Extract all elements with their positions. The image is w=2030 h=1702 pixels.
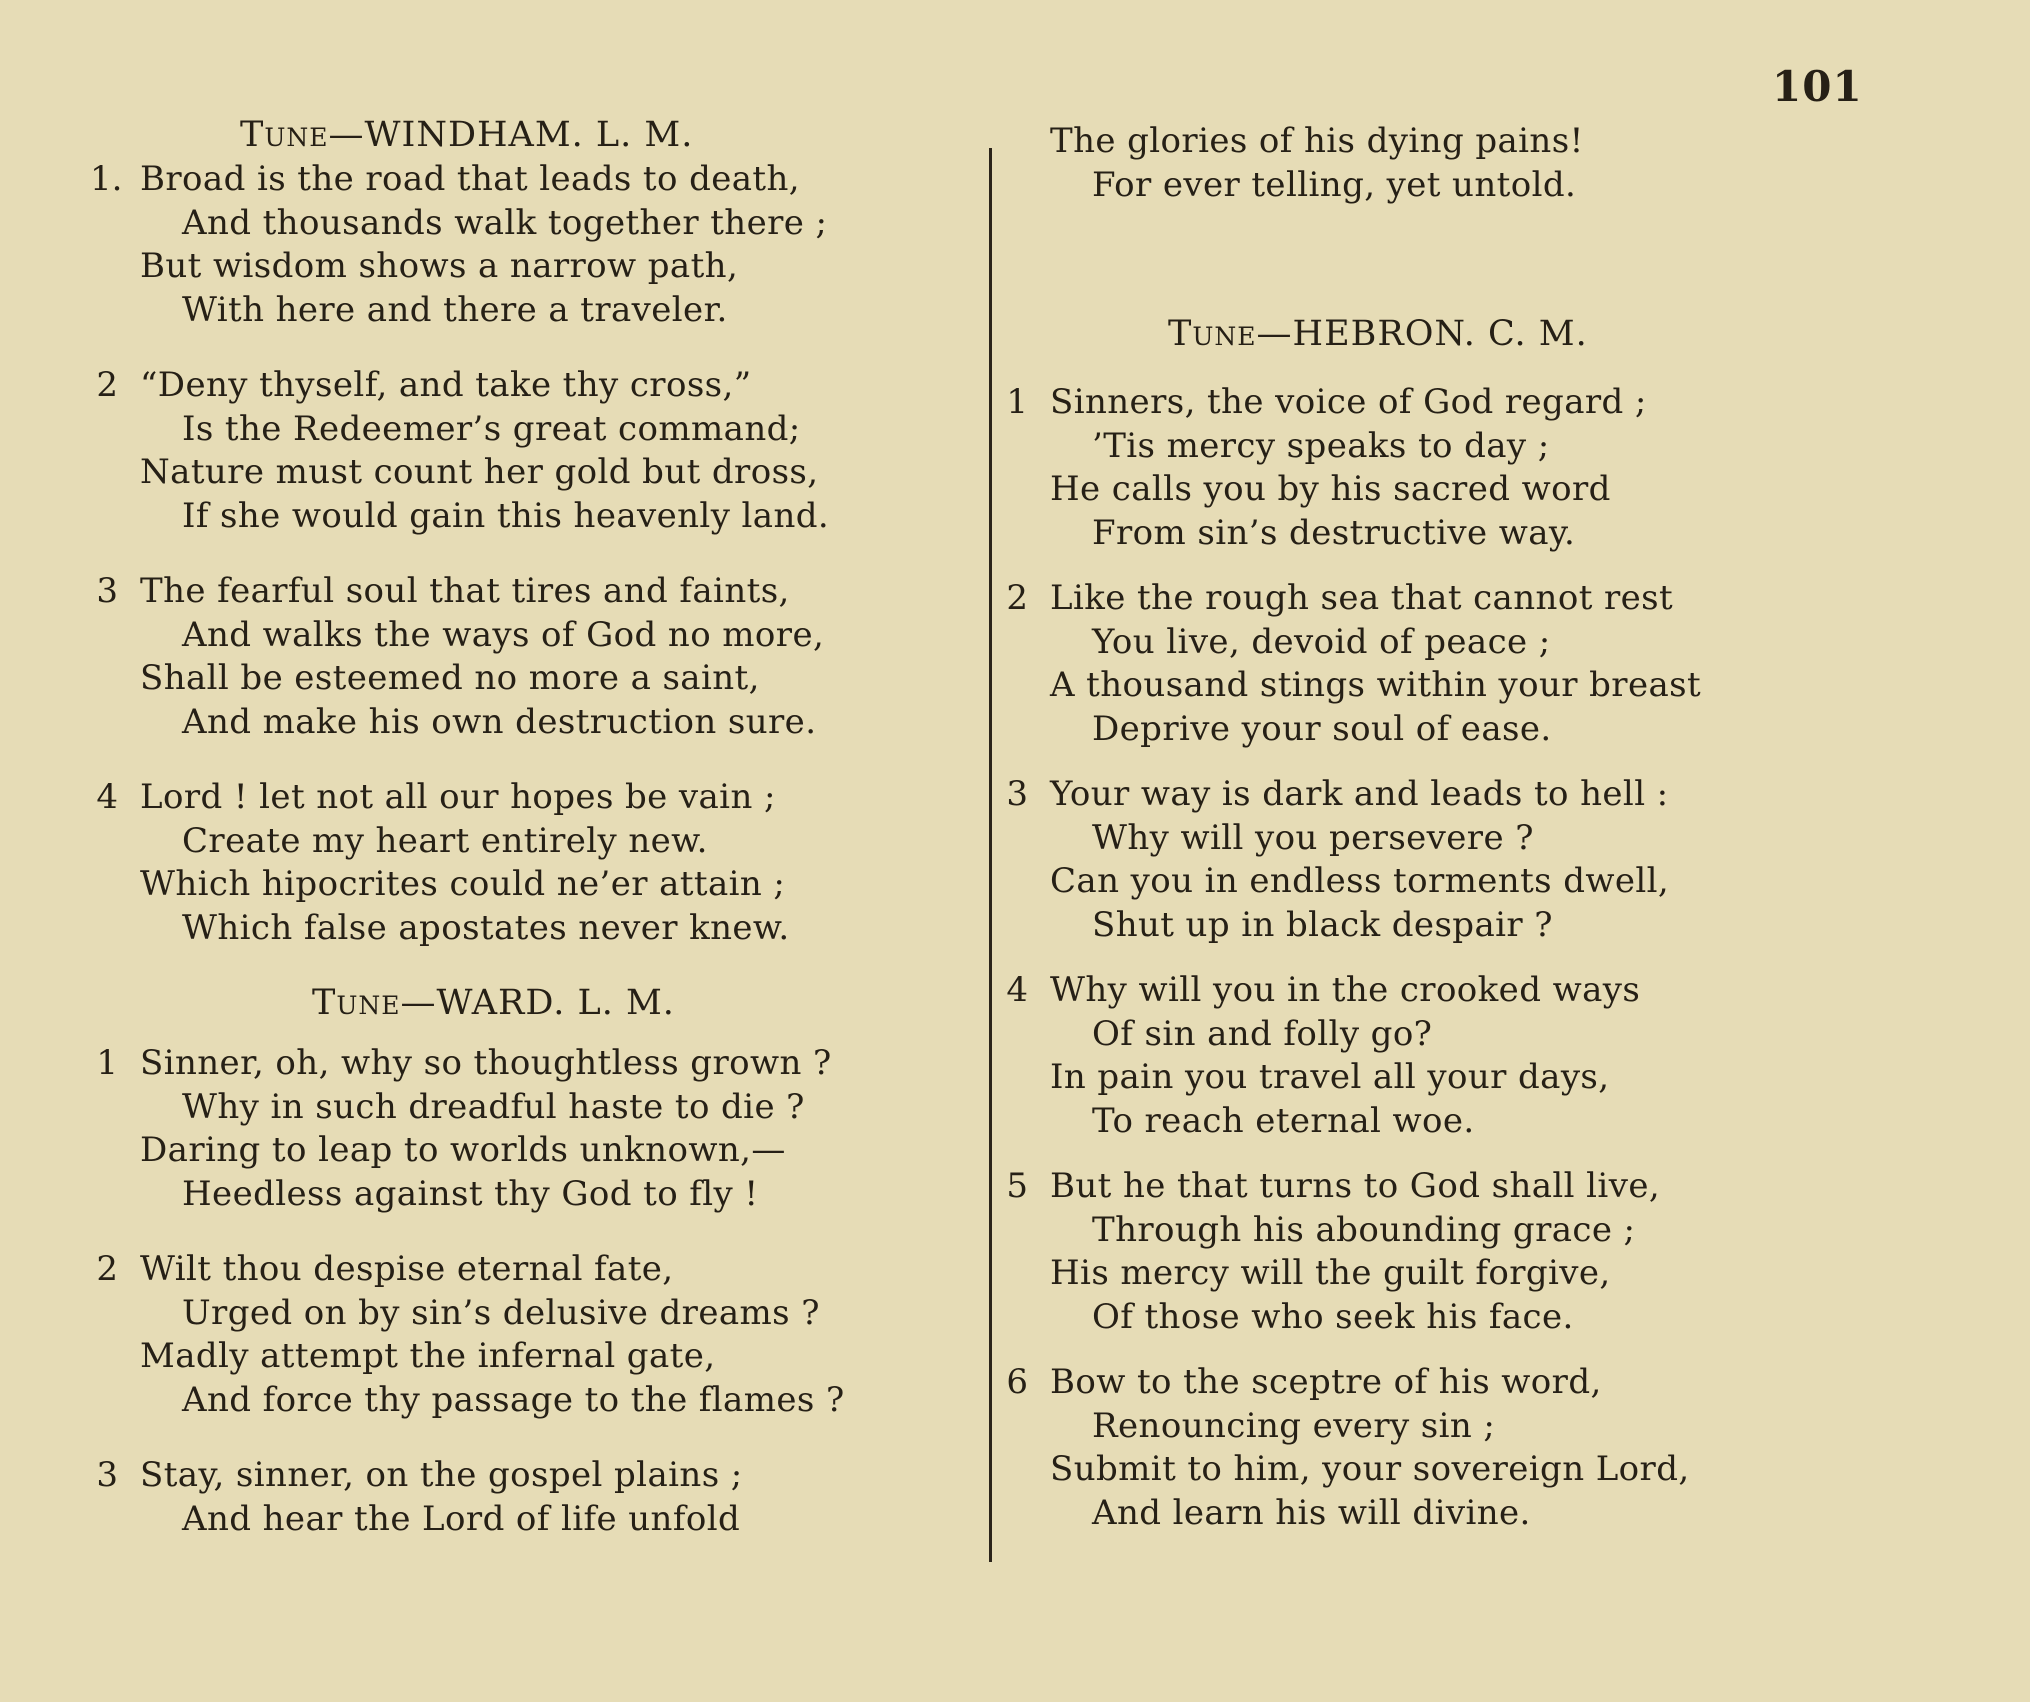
verse-line: For ever telling, yet untold. (1092, 164, 1577, 205)
verse-line: Shut up in black despair ? (1092, 904, 1553, 945)
verse-line: He calls you by his sacred word (1050, 469, 1611, 509)
verse-line: Why in such dreadful haste to die ? (182, 1086, 805, 1127)
verse-line: The fearful soul that tires and faints, (140, 571, 790, 611)
page-number: 101 (1772, 62, 1863, 111)
stanza (1000, 969, 1760, 1143)
verse-line: Lord ! let not all our hopes be vain ; (140, 777, 776, 817)
verse-line: “Deny thyself, and take thy cross,” (140, 365, 752, 405)
stanza (1000, 1361, 1760, 1535)
verse-line: A thousand stings within your breast (1050, 665, 1702, 705)
stanza (90, 1454, 990, 1541)
stanza-number: 2 (96, 1249, 118, 1289)
stanza-number: 1 (1006, 382, 1028, 422)
verse-line: Wilt thou despise eternal fate, (140, 1249, 674, 1289)
tune-name: —WARD. L. M. (400, 983, 675, 1023)
stanza-number: 1 (96, 1043, 118, 1083)
verse-line: But he that turns to God shall live, (1050, 1166, 1661, 1206)
verse-line: Can you in endless torments dwell, (1050, 861, 1670, 901)
tune-label: Tune (312, 983, 401, 1023)
stanza (1000, 381, 1760, 555)
verse-line: Is the Redeemer’s great command; (182, 408, 801, 449)
verse-line: Urged on by sin’s delusive dreams ? (182, 1292, 820, 1333)
stanza (1000, 577, 1760, 751)
verse-line: Which false apostates never knew. (182, 907, 790, 948)
verse-line: Deprive your soul of ease. (1092, 708, 1552, 749)
tune-heading-hebron (1000, 311, 1760, 357)
verse-line: And hear the Lord of life unfold (182, 1498, 741, 1539)
tune-label: Tune (240, 115, 329, 155)
verse-line: Sinner, oh, why so thoughtless grown ? (140, 1043, 832, 1083)
stanza (1000, 1165, 1760, 1339)
verse-line: Daring to leap to worlds unknown,— (140, 1130, 786, 1170)
tune-heading-ward (90, 980, 990, 1026)
verse-line: Nature must count her gold but dross, (140, 452, 819, 492)
stanza-number: 4 (96, 777, 118, 817)
stanza (90, 776, 990, 950)
verse-line: And thousands walk together there ; (182, 202, 828, 243)
verse-line: Your way is dark and leads to hell : (1050, 774, 1669, 814)
verse-line: Stay, sinner, on the gospel plains ; (140, 1455, 743, 1495)
stanza-number: 4 (1006, 970, 1028, 1010)
verse-line: Sinners, the voice of God regard ; (1050, 382, 1647, 422)
verse-line: Why will you in the crooked ways (1050, 970, 1641, 1010)
tune-label: Tune (1168, 314, 1257, 354)
verse-line: Renouncing every sin ; (1092, 1405, 1496, 1446)
verse-line: The glories of his dying pains! (1050, 121, 1584, 161)
verse-line: In pain you travel all your days, (1050, 1057, 1610, 1097)
verse-line: To reach eternal woe. (1092, 1100, 1475, 1141)
verse-line: And learn his will divine. (1092, 1492, 1531, 1533)
left-column (90, 112, 990, 1541)
tune-name: —WINDHAM. L. M. (328, 115, 694, 155)
stanza-number: 3 (1006, 774, 1028, 814)
stanza-number: 6 (1006, 1362, 1028, 1402)
tune-heading-windham (90, 112, 990, 158)
verse-line: Madly attempt the infernal gate, (140, 1336, 716, 1376)
verse-line: Through his abounding grace ; (1092, 1209, 1636, 1250)
tune-name: —HEBRON. C. M. (1256, 314, 1588, 354)
stanza-number: 2 (96, 365, 118, 405)
verse-line: You live, devoid of peace ; (1092, 621, 1551, 662)
verse-line: Shall be esteemed no more a saint, (140, 658, 760, 698)
verse-line: Like the rough sea that cannot rest (1050, 578, 1674, 618)
stanza-number: 5 (1006, 1166, 1028, 1206)
verse-line: Bow to the sceptre of his word, (1050, 1362, 1602, 1402)
stanza (1000, 773, 1760, 947)
verse-line: His mercy will the guilt forgive, (1050, 1253, 1611, 1293)
stanza-number: 1. (90, 159, 123, 199)
verse-line: And walks the ways of God no more, (182, 614, 825, 655)
verse-line: And make his own destruction sure. (182, 701, 817, 742)
verse-line: But wisdom shows a narrow path, (140, 246, 739, 286)
continued-stanza (1000, 120, 1760, 207)
verse-line: Of sin and folly go? (1092, 1013, 1433, 1054)
verse-line: Why will you persevere ? (1092, 817, 1534, 858)
stanza-number: 2 (1006, 578, 1028, 618)
stanza (90, 364, 990, 538)
verse-line: Submit to him, your sovereign Lord, (1050, 1449, 1690, 1489)
verse-line: Which hipocrites could ne’er attain ; (140, 864, 786, 904)
stanza-number: 3 (96, 571, 118, 611)
verse-line: From sin’s destructive way. (1092, 512, 1576, 553)
stanza-number: 3 (96, 1455, 118, 1495)
verse-line: Broad is the road that leads to death, (140, 159, 800, 199)
stanza (90, 158, 990, 332)
stanza (90, 1042, 990, 1216)
verse-line: Of those who seek his face. (1092, 1296, 1574, 1337)
right-column (1000, 112, 1760, 1535)
verse-line: If she would gain this heavenly land. (182, 495, 830, 536)
stanza (90, 570, 990, 744)
stanza (90, 1248, 990, 1422)
verse-line: Heedless against thy God to fly ! (182, 1173, 759, 1214)
verse-line: With here and there a traveler. (182, 289, 728, 330)
verse-line: Create my heart entirely new. (182, 820, 708, 861)
verse-line: ’Tis mercy speaks to day ; (1092, 425, 1550, 466)
verse-line: And force thy passage to the flames ? (182, 1379, 845, 1420)
